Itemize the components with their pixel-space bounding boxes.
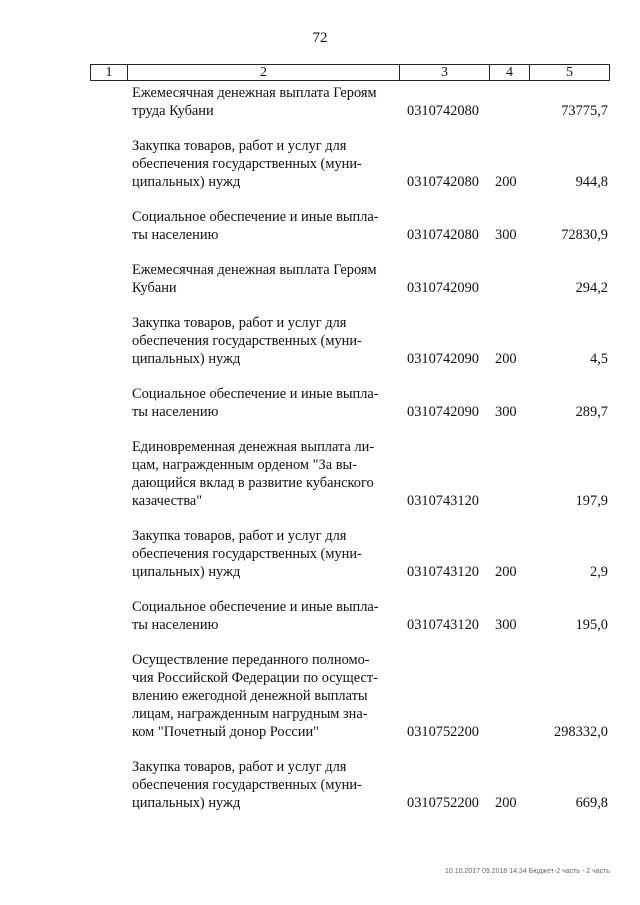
row-description-line: цам, награжденным орденом "За вы- — [132, 457, 357, 473]
table-row — [0, 651, 640, 741]
row-description-line: Закупка товаров, работ и услуг для — [132, 759, 347, 775]
row-description-line: ципальных) нужд — [132, 564, 241, 580]
row-description-line: Социальное обеспечение и иные выпла- — [132, 599, 379, 615]
row-amount: 298332,0 — [554, 724, 608, 740]
row-description-line: ципальных) нужд — [132, 174, 241, 190]
column-header-1: 1 — [91, 65, 128, 80]
footer-stamp: 10.10.2017 09.2018 14:34 Бюджет-2 часть - 2 часть — [444, 868, 610, 875]
row-amount: 197,9 — [575, 493, 608, 509]
row-code: 0310742090 — [407, 404, 479, 420]
row-expense-type: 200 — [495, 351, 517, 367]
row-description-line: обеспечения государственных (муни- — [132, 777, 362, 793]
row-code: 0310742080 — [407, 227, 479, 243]
row-amount: 944,8 — [575, 174, 608, 190]
row-expense-type: 300 — [495, 404, 517, 420]
row-amount: 289,7 — [575, 404, 608, 420]
row-description-line: Осуществление переданного полномо- — [132, 652, 370, 668]
table-row — [0, 84, 640, 120]
row-expense-type: 300 — [495, 617, 517, 633]
row-description-line: обеспечения государственных (муни- — [132, 333, 362, 349]
row-code: 0310743120 — [407, 564, 479, 580]
row-code: 0310742080 — [407, 174, 479, 190]
row-description-line: Ежемесячная денежная выплата Героям — [132, 85, 377, 101]
row-code: 0310742090 — [407, 280, 479, 296]
table-header — [90, 64, 610, 81]
row-description-line: труда Кубани — [132, 103, 214, 119]
row-description-line: казачества" — [132, 493, 203, 509]
column-header-2: 2 — [128, 65, 400, 80]
column-header-5: 5 — [566, 65, 573, 80]
row-amount: 2,9 — [590, 564, 608, 580]
row-description-line: Единовременная денежная выплата ли- — [132, 439, 375, 455]
row-amount: 669,8 — [575, 795, 608, 811]
row-code: 0310752200 — [407, 724, 479, 740]
row-description-line: лицам, награжденным нагрудным зна- — [132, 706, 368, 722]
row-description-line: Закупка товаров, работ и услуг для — [132, 528, 347, 544]
row-description-line: ципальных) нужд — [132, 351, 241, 367]
column-header-3: 3 — [400, 65, 490, 80]
row-amount: 195,0 — [575, 617, 608, 633]
row-expense-type: 200 — [495, 564, 517, 580]
table-row — [0, 314, 640, 368]
row-code: 0310742080 — [407, 103, 479, 119]
row-description-line: Ежемесячная денежная выплата Героям — [132, 262, 377, 278]
row-description-line: ципальных) нужд — [132, 795, 241, 811]
table-row — [0, 137, 640, 191]
row-amount: 73775,7 — [561, 103, 608, 119]
row-description-line: ты населению — [132, 227, 219, 243]
row-description-line: ты населению — [132, 617, 219, 633]
column-header-4: 4 — [490, 65, 530, 80]
row-code: 0310743120 — [407, 493, 479, 509]
row-expense-type: 200 — [495, 795, 517, 811]
row-amount: 4,5 — [590, 351, 608, 367]
page-number: 72 — [312, 30, 328, 46]
row-description-line: Закупка товаров, работ и услуг для — [132, 315, 347, 331]
row-description-line: обеспечения государственных (муни- — [132, 546, 362, 562]
row-description-line: обеспечения государственных (муни- — [132, 156, 362, 172]
row-description-line: дающийся вклад в развитие кубанского — [132, 475, 374, 491]
row-description-line: Кубани — [132, 280, 177, 296]
row-code: 0310742090 — [407, 351, 479, 367]
table-row — [0, 527, 640, 581]
row-description-line: влению ежегодной денежной выплаты — [132, 688, 368, 704]
row-description-line: ком "Почетный донор России" — [132, 724, 320, 740]
table-row — [0, 385, 640, 421]
row-description-line: Социальное обеспечение и иные выпла- — [132, 209, 379, 225]
row-amount: 72830,9 — [561, 227, 608, 243]
row-expense-type: 200 — [495, 174, 517, 190]
table-row — [0, 261, 640, 297]
row-expense-type: 300 — [495, 227, 517, 243]
row-code: 0310743120 — [407, 617, 479, 633]
row-description-line: чия Российской Федерации по осущест- — [132, 670, 378, 686]
table-row — [0, 758, 640, 812]
row-description-line: ты населению — [132, 404, 219, 420]
row-description-line: Социальное обеспечение и иные выпла- — [132, 386, 379, 402]
table-row — [0, 598, 640, 634]
table-row — [0, 438, 640, 510]
row-description-line: Закупка товаров, работ и услуг для — [132, 138, 347, 154]
row-code: 0310752200 — [407, 795, 479, 811]
table-row — [0, 208, 640, 244]
row-amount: 294,2 — [575, 280, 608, 296]
